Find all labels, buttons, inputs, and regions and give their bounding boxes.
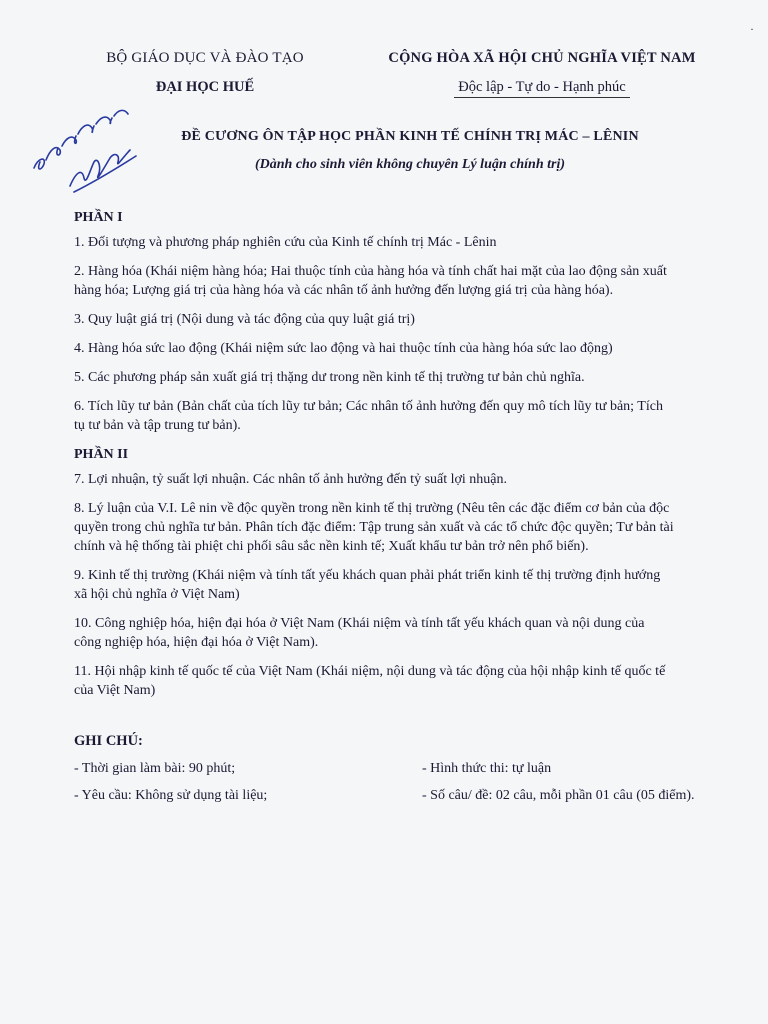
national-motto: Độc lập - Tự do - Hạnh phúc: [454, 79, 629, 98]
document-title: ĐỀ CƯƠNG ÔN TẬP HỌC PHẦN KINH TẾ CHÍNH TRỊ MÁC – LÊNIN: [181, 129, 639, 144]
header-left: [70, 50, 340, 96]
document-subtitle: (Dành cho sinh viên không chuyên Lý luận chính trị): [254, 157, 565, 172]
note-exam-time: - Thời gian làm bài: 90 phút;: [74, 761, 236, 776]
part-1-heading: PHẦN I: [74, 210, 123, 225]
list-item: 10. Công nghiệp hóa, hiện đại hóa ở Việt Nam (Khái niệm và tính tất yếu khách quan và nội dung của công nghiệp hóa, hiện đại hóa ở Việt Nam).: [74, 616, 645, 650]
list-item: 2. Hàng hóa (Khái niệm hàng hóa; Hai thuộc tính của hàng hóa và tính chất hai mặt của lao động sản xuất hàng hóa; Lượng giá trị của hàng hóa và các nhân tố ảnh hưởng đến lượng giá trị của hàng hóa).: [74, 264, 667, 298]
list-item: 4. Hàng hóa sức lao động (Khái niệm sức lao động và hai thuộc tính của hàng hóa sức lao động): [74, 341, 613, 356]
document-content: [74, 208, 695, 805]
list-item: 7. Lợi nhuận, tỷ suất lợi nhuận. Các nhân tố ảnh hưởng đến tỷ suất lợi nhuận.: [74, 472, 508, 487]
corner-mark: ·: [750, 22, 754, 36]
ministry-name: BỘ GIÁO DỤC VÀ ĐÀO TẠO: [106, 50, 304, 66]
header-right: [372, 50, 712, 98]
part-2-heading: PHẦN II: [74, 447, 129, 462]
notes-heading: GHI CHÚ:: [74, 733, 143, 749]
republic-name: CỘNG HÒA XÃ HỘI CHỦ NGHĨA VIỆT NAM: [388, 50, 696, 66]
note-question-count: - Số câu/ đề: 02 câu, mỗi phần 01 câu (05 điểm).: [422, 788, 695, 803]
list-item: 5. Các phương pháp sản xuất giá trị thặng dư trong nền kinh tế thị trường tư bản chủ nghĩa.: [74, 370, 585, 385]
note-exam-format: - Hình thức thi: tự luận: [422, 761, 552, 776]
list-item: 1. Đối tượng và phương pháp nghiên cứu của Kinh tế chính trị Mác - Lênin: [74, 235, 497, 250]
list-item: 3. Quy luật giá trị (Nội dung và tác động của quy luật giá trị): [74, 312, 415, 327]
list-item: 9. Kinh tế thị trường (Khái niệm và tính tất yếu khách quan phải phát triển kinh tế thị trường định hướng xã hội chủ nghĩa ở Việt Nam): [74, 568, 661, 602]
list-item: 6. Tích lũy tư bản (Bản chất của tích lũy tư bản; Các nhân tố ảnh hưởng đến quy mô tích lũy tư bản; Tích tụ tư bản và tập trung tư bản).: [74, 399, 663, 433]
list-item: 11. Hội nhập kinh tế quốc tế của Việt Nam (Khái niệm, nội dung và tác động của hội nhập kinh tế quốc tế của Việt Nam): [74, 664, 666, 698]
list-item: 8. Lý luận của V.I. Lê nin về độc quyền trong nền kinh tế thị trường (Nêu tên các đặc điểm cơ bản của độc quyền trong chủ nghĩa tư bản. Phân tích đặc điểm: Tập trung sản xuất và các tổ chức độc quyền; Tư bản tài chính và hệ thống tài phiệt chi phối sâu sắc nền kinh tế; Xuất khẩu tư bản trở nên phổ biến).: [74, 501, 674, 554]
note-requirement: - Yêu cầu: Không sử dụng tài liệu;: [74, 788, 268, 803]
university-name: ĐẠI HỌC HUẾ: [155, 79, 255, 95]
notes-grid: [74, 759, 695, 805]
title-block: [120, 129, 700, 173]
